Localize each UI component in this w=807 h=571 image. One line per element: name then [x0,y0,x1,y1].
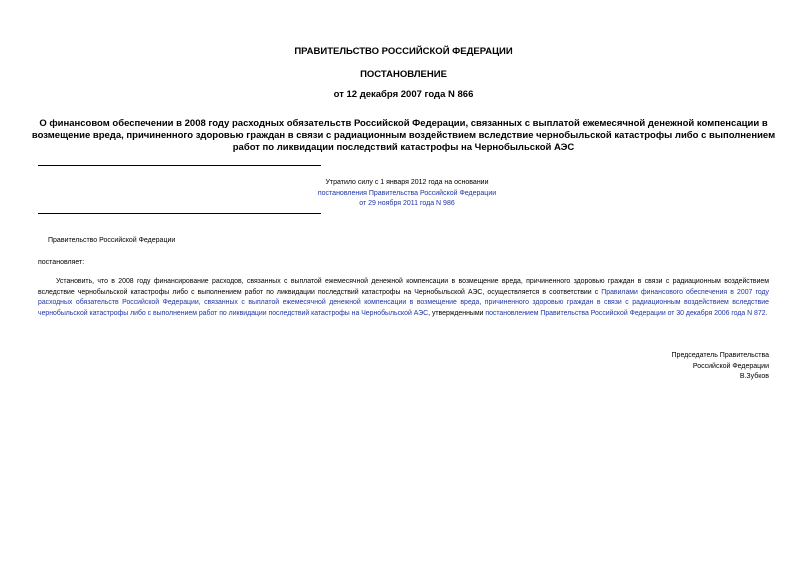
document-date-number: от 12 декабря 2007 года N 866 [333,89,474,100]
paragraph-text: . [765,309,768,317]
organization-heading: ПРАВИТЕЛЬСТВО РОССИЙСКОЙ ФЕДЕРАЦИИ [294,46,513,57]
document-kind-heading: ПОСТАНОВЛЕНИЕ [360,69,447,80]
signature-name: В.Зубков [739,373,769,380]
top-divider [38,165,321,166]
signature-block [672,351,769,383]
government-line: Правительство Российской Федерации [48,237,176,244]
main-paragraph [38,277,769,319]
signature-position: Председатель Правительства [671,352,769,359]
bottom-divider [38,213,321,214]
status-note-text: Утратило силу с 1 января 2012 года на основании [325,179,489,186]
paragraph-text: , утвержденными [428,309,486,317]
paragraph-text: Установить, что в 2008 году финансирование расходов, связанных с выплатой ежемесячной денежной компенсации в возмещение вреда, причиненного здоровью граждан в связи с радиационным воздействием вследствие чернобыльской катастрофы либо с выполнением работ по ликвидации последствий катастрофы на Чернобыльской АЭС, осуществляется в соответствии с [38,278,769,296]
decree-872-link[interactable]: постановлением Правительства Российской Федерации от 30 декабря 2006 года N 872 [485,309,766,317]
resolves-line: постановляет: [38,259,85,266]
status-note [230,178,584,210]
financing-rules-link[interactable]: Правилами финансового обеспечения в 2007 году расходных обязательств Российской Федерации, связанных с выплатой ежемесячной денежной компенсации в возмещение вреда, причиненного здоровью граждан в связи с радиационным воздействием вследствие чернобыльской катастрофы либо с выполнением работ по ликвидации последствий катастрофы на Чернобыльской АЭС [38,288,770,317]
repeal-decree-link-date[interactable]: от 29 ноября 2011 года N 986 [359,200,455,207]
repeal-decree-link[interactable]: постановления Правительства Российской Федерации [317,189,497,197]
document-title: О финансовом обеспечении в 2008 году расходных обязательств Российской Федерации, связанных с выплатой ежемесячной денежной компенсации в возмещение вреда, причиненного здоровью граждан в связи с радиационным воздействием вследствие чернобыльской катастрофы либо с выполнением работ по ликвидации последствий катастрофы на Чернобыльской АЭС [31,118,776,153]
signature-position-2: Российской Федерации [692,362,769,370]
